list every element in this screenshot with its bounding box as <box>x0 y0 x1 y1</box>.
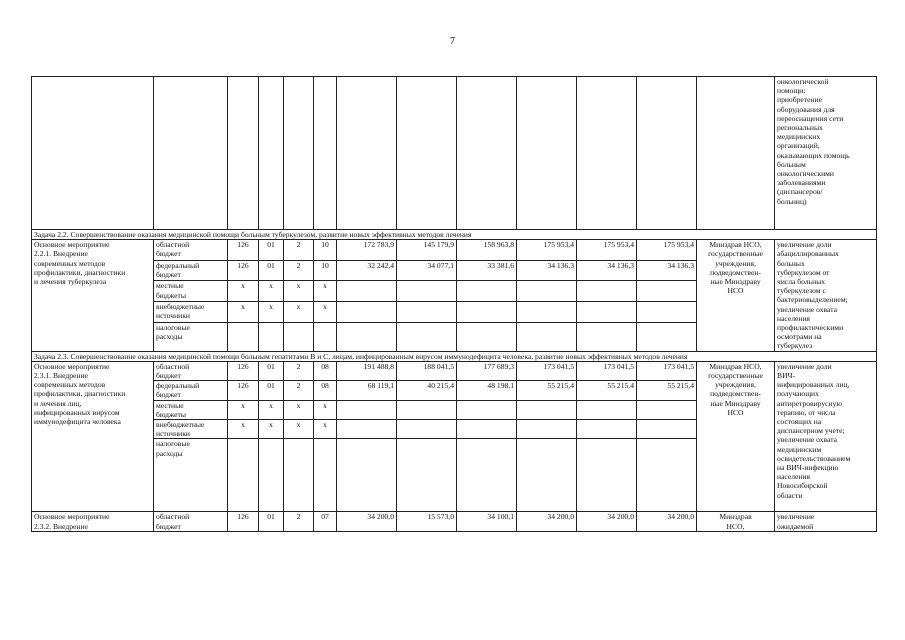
amount-cell: 34 200,0 <box>337 512 397 531</box>
code-cell: 2 <box>284 512 314 531</box>
code-cell: x <box>228 420 259 439</box>
executor-line: учреждения, <box>715 258 756 268</box>
code-cell: x <box>314 281 337 302</box>
executor-line: государственные <box>708 371 763 381</box>
code-cell: 01 <box>259 512 284 531</box>
amount-cell: 33 381,6 <box>457 260 517 281</box>
executor-line: Минздрав <box>719 512 752 522</box>
amount-cell <box>337 322 397 351</box>
amount-cell: 34 077,1 <box>397 260 457 281</box>
result-line: увеличение охвата <box>777 435 837 445</box>
amount-cell <box>397 281 457 302</box>
result-line: абациллированных <box>777 249 839 259</box>
amount-cell: 145 179,9 <box>397 240 457 261</box>
code-cell: x <box>284 281 314 302</box>
result-line: туберкулезом от <box>777 267 830 277</box>
event-line: профилактики, диагностики <box>34 267 126 277</box>
result-line: увеличение охвата <box>777 304 837 314</box>
code-cell: 08 <box>314 361 337 380</box>
amount-cell: 191 488,8 <box>337 361 397 380</box>
amount-cell: 32 242,4 <box>337 260 397 281</box>
amount-cell <box>337 302 397 323</box>
result-line: антиретровирусную <box>777 398 843 408</box>
code-cell: x <box>259 302 284 323</box>
result-line: состоящих на <box>777 417 822 427</box>
result-line: диспансерном учете; <box>777 426 845 436</box>
result-line: инфицированных лиц, <box>777 380 850 390</box>
funding-source-cell <box>154 322 228 351</box>
code-cell: x <box>259 400 284 419</box>
funding-source-line: источники <box>156 311 190 321</box>
funding-source-line: областной <box>156 361 190 371</box>
executor-line: подведомствен- <box>710 267 761 277</box>
code-cell: x <box>314 400 337 419</box>
amount-cell <box>337 400 397 419</box>
event-cell <box>32 240 154 351</box>
code-cell: 126 <box>228 361 259 380</box>
amount-cell <box>397 439 457 512</box>
result-line: увеличение <box>777 512 815 522</box>
code-cell <box>284 439 314 512</box>
result-line: переоснащения сети <box>777 113 844 123</box>
task-2-3: Задача 2.3. Совершенствование оказания медицинской помощи больным гепатитами В и С, лицам, инфицированным вирусом иммунодефицита человека, развитие новых эффективных методов лечения <box>32 351 877 361</box>
event-line: и лечения туберкулеза <box>34 277 107 287</box>
event-line: 2.3.1. Внедрение <box>34 371 88 381</box>
amount-cell <box>577 439 637 512</box>
result-line: Новосибирской <box>777 481 828 491</box>
table-row <box>32 240 877 261</box>
result-line: больным <box>777 159 806 169</box>
code-cell <box>314 439 337 512</box>
funding-source-cell <box>154 281 228 302</box>
result-line: получающих <box>777 389 819 399</box>
funding-source-line: бюджет <box>156 390 181 400</box>
funding-source-line: бюджеты <box>156 290 186 300</box>
amount-cell <box>397 400 457 419</box>
amount-cell: 172 783,9 <box>337 240 397 261</box>
event-line: иммунодефицита человека <box>34 417 121 427</box>
amount-cell <box>457 302 517 323</box>
amount-cell <box>457 400 517 419</box>
amount-cell: 40 215,4 <box>397 381 457 400</box>
amount-cell <box>517 302 577 323</box>
code-cell <box>259 439 284 512</box>
code-cell: 01 <box>259 260 284 281</box>
result-line: ожидаемой <box>777 521 814 531</box>
funding-source-cell <box>154 381 228 400</box>
executor-cell <box>697 240 775 351</box>
funding-source-line: местные <box>156 281 184 291</box>
table-cell <box>32 77 154 230</box>
funding-source-line: областной <box>156 512 190 522</box>
funding-source-line: бюджет <box>156 270 181 280</box>
result-line: увеличение доли <box>777 361 832 371</box>
amount-cell <box>637 400 697 419</box>
task-row <box>32 230 877 240</box>
funding-source-line: внебюджетные <box>156 420 205 430</box>
code-cell: x <box>314 420 337 439</box>
amount-cell <box>337 420 397 439</box>
amount-cell <box>457 439 517 512</box>
amount-cell: 15 573,0 <box>397 512 457 531</box>
code-cell: x <box>228 302 259 323</box>
result-line: освидетельствованием <box>777 453 851 463</box>
amount-cell: 34 136,3 <box>577 260 637 281</box>
result-line: области <box>777 490 803 500</box>
executor-line: НСО <box>727 407 744 417</box>
amount-cell: 34 200,0 <box>517 512 577 531</box>
event-cell <box>32 361 154 512</box>
amount-cell <box>577 322 637 351</box>
result-line: региональных <box>777 123 823 133</box>
funding-source-cell <box>154 240 228 261</box>
code-cell: x <box>259 281 284 302</box>
amount-cell: 175 953,4 <box>517 240 577 261</box>
event-line: профилактики, диагностики <box>34 389 126 399</box>
amount-cell <box>457 281 517 302</box>
result-line: бактериовыделением; <box>777 295 848 305</box>
page-number: 7 <box>450 36 455 47</box>
event-cell <box>32 512 154 531</box>
code-cell: x <box>284 400 314 419</box>
funding-source-cell <box>154 512 228 531</box>
amount-cell: 158 963,8 <box>457 240 517 261</box>
task-row <box>32 351 877 361</box>
amount-cell <box>457 420 517 439</box>
amount-cell: 34 200,0 <box>637 512 697 531</box>
code-cell: x <box>284 420 314 439</box>
result-line: больниц) <box>777 196 807 206</box>
executor-line: НСО <box>727 286 744 296</box>
amount-cell: 55 215,4 <box>517 381 577 400</box>
result-line: приобретение <box>777 95 822 105</box>
executor-cell <box>697 512 775 531</box>
amount-cell <box>637 302 697 323</box>
code-cell: 10 <box>314 240 337 261</box>
funding-source-line: бюджет <box>156 521 181 531</box>
result-line: туберкулезом с <box>777 286 826 296</box>
event-line: Основное мероприятие <box>34 361 110 371</box>
funding-source-cell <box>154 400 228 419</box>
code-cell: 01 <box>259 381 284 400</box>
funding-source-cell <box>154 439 228 512</box>
table-cell <box>259 77 284 230</box>
amount-cell <box>577 400 637 419</box>
funding-source-line: федеральный <box>156 381 200 391</box>
amount-cell: 188 041,5 <box>397 361 457 380</box>
amount-cell <box>517 439 577 512</box>
code-cell: 10 <box>314 260 337 281</box>
funding-source-line: налоговые <box>156 439 190 449</box>
executor-line: ные Минздраву <box>710 398 761 408</box>
result-line: оборудования для <box>777 104 835 114</box>
event-line: и лечения лиц, <box>34 398 82 408</box>
result-line: профилактическими <box>777 323 844 333</box>
result-line: населения <box>777 313 811 323</box>
code-cell: 2 <box>284 381 314 400</box>
amount-cell <box>397 302 457 323</box>
code-cell <box>259 322 284 351</box>
executor-line: Минздрав НСО, <box>709 240 762 250</box>
result-line: оказывающих помощь <box>777 150 850 160</box>
result-line: терапию, от числа <box>777 407 836 417</box>
funding-source-line: областной <box>156 240 190 250</box>
amount-cell: 34 200,0 <box>577 512 637 531</box>
table-cell <box>154 77 228 230</box>
result-line: онкологической <box>777 77 829 86</box>
result-line: осмотрами на <box>777 332 822 342</box>
code-cell: 126 <box>228 260 259 281</box>
result-line: помощи; <box>777 86 806 96</box>
code-cell: 126 <box>228 381 259 400</box>
amount-cell <box>577 302 637 323</box>
event-line: 2.3.2. Внедрение <box>34 521 88 531</box>
result-line: заболеваниями <box>777 178 826 188</box>
result-line: организаций, <box>777 141 820 151</box>
amount-cell: 177 689,3 <box>457 361 517 380</box>
table-cell <box>228 77 259 230</box>
amount-cell <box>457 322 517 351</box>
amount-cell <box>397 420 457 439</box>
code-cell: x <box>228 400 259 419</box>
program-table <box>31 76 877 532</box>
expected-result-cell <box>775 512 877 531</box>
amount-cell <box>337 439 397 512</box>
amount-cell: 34 136,3 <box>517 260 577 281</box>
amount-cell <box>637 281 697 302</box>
funding-source-line: расходы <box>156 331 183 341</box>
event-line: инфицированных вирусом <box>34 407 120 417</box>
funding-source-line: бюджет <box>156 371 181 381</box>
amount-cell: 175 953,4 <box>577 240 637 261</box>
code-cell: x <box>284 302 314 323</box>
table-cell <box>637 77 697 230</box>
result-line: числа больных <box>777 277 826 287</box>
code-cell: 08 <box>314 381 337 400</box>
event-line: современных методов <box>34 380 106 390</box>
executor-line: учреждения, <box>715 380 756 390</box>
funding-source-line: источники <box>156 429 190 439</box>
table-cell <box>314 77 337 230</box>
amount-cell <box>517 400 577 419</box>
executor-line: НСО, <box>726 521 745 531</box>
table-row <box>32 361 877 380</box>
amount-cell <box>397 322 457 351</box>
table-cell <box>337 77 397 230</box>
amount-cell <box>577 420 637 439</box>
executor-line: ные Минздраву <box>710 277 761 287</box>
table-cell <box>517 77 577 230</box>
expected-result-cell <box>775 361 877 512</box>
funding-source-line: бюджеты <box>156 409 186 419</box>
executor-line: подведомствен- <box>710 389 761 399</box>
table-cell <box>284 77 314 230</box>
code-cell: 07 <box>314 512 337 531</box>
table-cell <box>397 77 457 230</box>
result-line: онкологическими <box>777 169 834 179</box>
code-cell: 126 <box>228 240 259 261</box>
amount-cell <box>637 439 697 512</box>
amount-cell <box>517 420 577 439</box>
amount-cell <box>337 281 397 302</box>
table-cell <box>457 77 517 230</box>
amount-cell: 55 215,4 <box>577 381 637 400</box>
amount-cell: 48 198,1 <box>457 381 517 400</box>
result-line: населения <box>777 472 811 482</box>
code-cell: 01 <box>259 240 284 261</box>
table-cell <box>577 77 637 230</box>
result-line: медицинским <box>777 444 822 454</box>
code-cell: x <box>314 302 337 323</box>
code-cell: 2 <box>284 361 314 380</box>
code-cell: x <box>228 281 259 302</box>
code-cell <box>228 322 259 351</box>
executor-line: государственные <box>708 249 763 259</box>
executor-line: Минздрав НСО, <box>709 361 762 371</box>
funding-source-cell <box>154 302 228 323</box>
result-line: на ВИЧ-инфекцию <box>777 463 839 473</box>
code-cell: 01 <box>259 361 284 380</box>
amount-cell <box>577 281 637 302</box>
event-line: 2.2.1. Внедрение <box>34 249 88 259</box>
amount-cell: 173 041,5 <box>517 361 577 380</box>
table-row <box>32 512 877 531</box>
amount-cell: 55 215,4 <box>637 381 697 400</box>
amount-cell <box>517 322 577 351</box>
amount-cell: 175 953,4 <box>637 240 697 261</box>
funding-source-line: федеральный <box>156 260 200 270</box>
table-row <box>32 77 877 230</box>
funding-source-line: внебюджетные <box>156 302 205 312</box>
amount-cell: 68 119,1 <box>337 381 397 400</box>
code-cell: 126 <box>228 512 259 531</box>
result-line: ВИЧ- <box>777 371 796 381</box>
event-line: Основное мероприятие <box>34 240 110 250</box>
amount-cell: 173 041,5 <box>577 361 637 380</box>
code-cell <box>284 322 314 351</box>
amount-cell: 173 041,5 <box>637 361 697 380</box>
funding-source-cell <box>154 260 228 281</box>
result-line: больных <box>777 258 805 268</box>
result-line: увеличение доли <box>777 240 832 250</box>
event-line: Основное мероприятие <box>34 512 110 522</box>
expected-result-cell <box>775 77 877 230</box>
code-cell: 2 <box>284 260 314 281</box>
code-cell: 2 <box>284 240 314 261</box>
table-cell <box>697 77 775 230</box>
funding-source-cell <box>154 420 228 439</box>
code-cell <box>228 439 259 512</box>
funding-source-line: налоговые <box>156 322 190 332</box>
result-line: (диспансеров/ <box>777 187 823 197</box>
executor-cell <box>697 361 775 512</box>
amount-cell: 34 136,3 <box>637 260 697 281</box>
code-cell: x <box>259 420 284 439</box>
event-line: современных методов <box>34 258 106 268</box>
amount-cell: 34 100,1 <box>457 512 517 531</box>
funding-source-line: местные <box>156 400 184 410</box>
amount-cell <box>637 322 697 351</box>
amount-cell <box>517 281 577 302</box>
task-2-2: Задача 2.2. Совершенствование оказания медицинской помощи больным туберкулезом, развитие новых эффективных методов лечения <box>32 230 877 240</box>
result-line: туберкулез <box>777 341 813 351</box>
amount-cell <box>637 420 697 439</box>
funding-source-line: бюджет <box>156 249 181 259</box>
code-cell <box>314 322 337 351</box>
expected-result-cell <box>775 240 877 351</box>
result-line: медицинских <box>777 132 821 142</box>
funding-source-cell <box>154 361 228 380</box>
funding-source-line: расходы <box>156 448 183 458</box>
